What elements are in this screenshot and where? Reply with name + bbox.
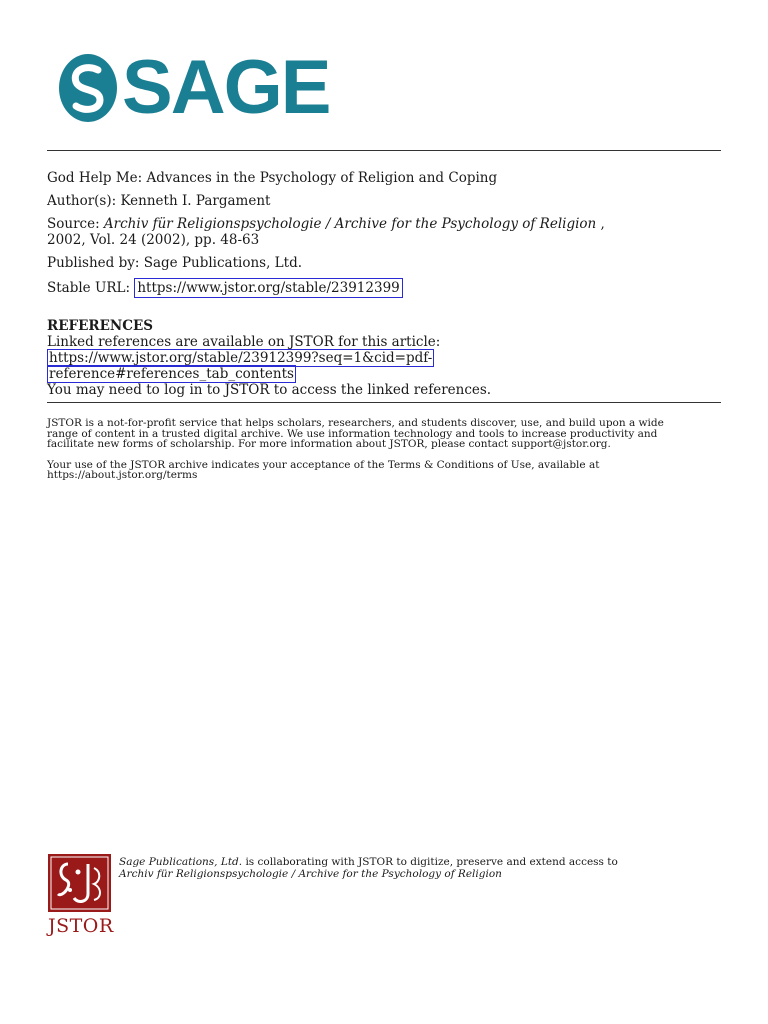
jstor-emblem-icon: [48, 854, 111, 912]
article-title: God Help Me: Advances in the Psychology of Religion and Coping: [47, 170, 498, 186]
sage-wordmark: SAGE: [122, 45, 330, 130]
publisher-line: [47, 255, 727, 271]
stable-url-label: Stable URL:: [47, 280, 131, 296]
stable-url-link[interactable]: https://www.jstor.org/stable/23912399: [134, 278, 402, 298]
authors-label: Author(s):: [47, 193, 117, 209]
jstor-wordmark: JSTOR: [48, 915, 114, 937]
source-details: 2002, Vol. 24 (2002), pp. 48-63: [47, 232, 260, 248]
jstor-logo: [48, 854, 114, 937]
notice-para2-line1: Your use of the JSTOR archive indicates your acceptance of the Terms & Conditions of Use, available at: [47, 458, 600, 471]
footer-publisher: Sage Publications, Ltd.: [119, 856, 243, 868]
references-link-line-2[interactable]: reference#references_tab_contents: [49, 366, 294, 382]
source-line: [47, 216, 727, 232]
notice-para1-line1: JSTOR is a not-for-profit service that helps scholars, researchers, and students discover, use, and build upon a wide: [47, 417, 664, 429]
footer-collaboration-text: [119, 856, 618, 880]
sage-logo: [58, 45, 330, 130]
references-intro: Linked references are available on JSTOR for this article:: [47, 334, 441, 350]
source-label: Source:: [47, 216, 100, 232]
published-label: Published by:: [47, 255, 140, 271]
references-note: You may need to log in to JSTOR to access the linked references.: [47, 382, 492, 398]
top-divider: [47, 150, 721, 151]
references-section: [47, 318, 727, 398]
authors-value: Kenneth I. Pargament: [120, 193, 271, 209]
footer-line-2: [119, 868, 618, 880]
references-heading: REFERENCES: [47, 318, 154, 334]
references-link-line-1[interactable]: https://www.jstor.org/stable/23912399?seq=1&cid=pdf-: [49, 350, 433, 366]
references-link[interactable]: [47, 350, 727, 382]
authors-line: [47, 193, 727, 209]
sage-s-emblem-icon: [58, 52, 122, 124]
footer-line-1: [119, 856, 618, 868]
notice-para1-line3: facilitate new forms of scholarship. For more information about JSTOR, please contact support@jstor.org.: [47, 438, 611, 450]
journal-name: Archiv für Religionspsychologie / Archive for the Psychology of Religion: [103, 216, 597, 232]
notice-para1-line2: range of content in a trusted digital archive. We use information technology and tools to increase productivity and: [47, 427, 658, 440]
journal-suffix: ,: [596, 216, 605, 232]
footer-collab-text: is collaborating with JSTOR to digitize, preserve and extend access to: [242, 856, 618, 868]
middle-divider: [47, 402, 721, 403]
stable-url-line: [47, 280, 727, 296]
article-metadata: [47, 170, 727, 296]
jstor-notice: [47, 418, 727, 481]
notice-para2-line2: https://about.jstor.org/terms: [47, 469, 198, 481]
footer-journal: Archiv für Religionspsychologie / Archive for the Psychology of Religion: [119, 868, 502, 880]
publisher-value: Sage Publications, Ltd.: [143, 255, 303, 271]
